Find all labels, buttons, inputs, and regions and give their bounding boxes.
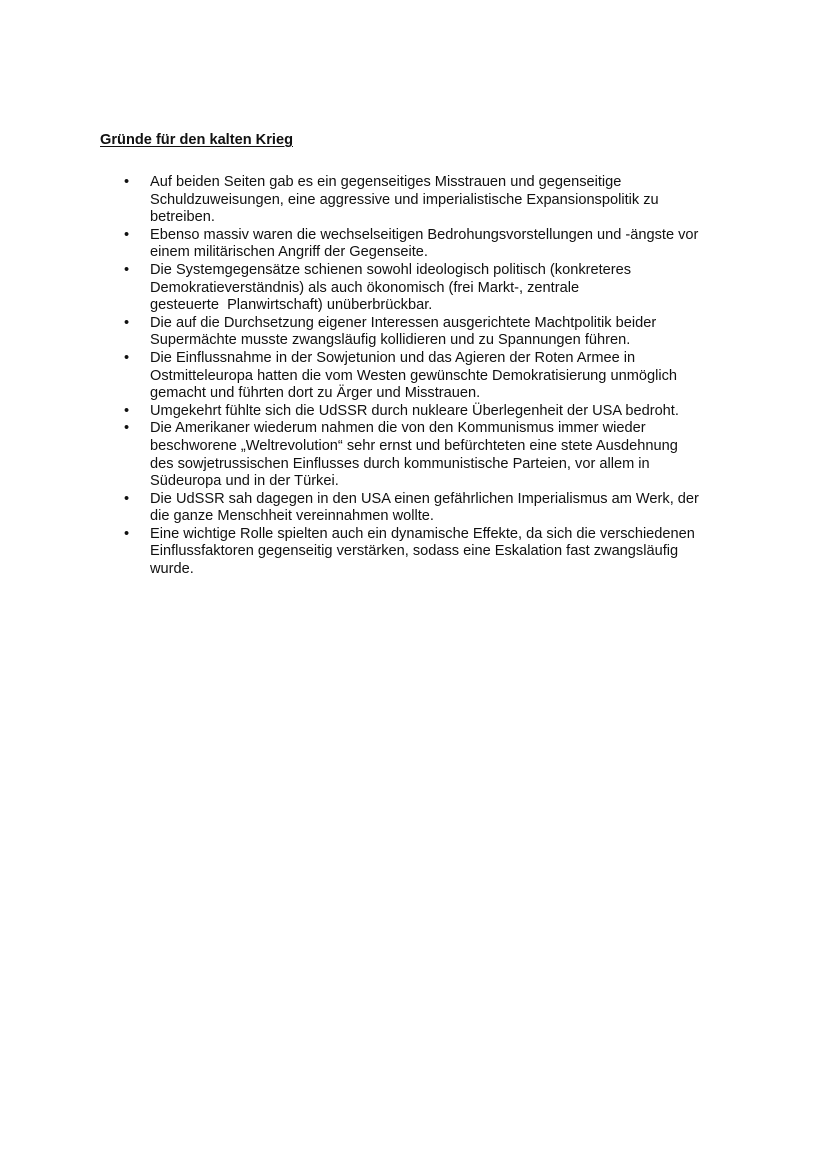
bullet-line: wurde. [150, 561, 194, 578]
bullet-line: einem militärischen Angriff der Gegenseite. [150, 244, 428, 261]
bullet-line: beschworene „Weltrevolution“ sehr ernst und befürchteten eine stete Ausdehnung [150, 437, 678, 454]
bullet-line: Südeuropa und in der Türkei. [150, 473, 339, 490]
list-item [150, 227, 740, 262]
bullet-line: gemacht und führten dort zu Ärger und Misstrauen. [150, 385, 481, 402]
document-title: Gründe für den kalten Krieg [100, 132, 293, 148]
list-item [150, 350, 740, 403]
list-item [150, 420, 740, 490]
bullet-line: Ostmitteleuropa hatten die vom Westen gewünschte Demokratisierung unmöglich [150, 367, 677, 384]
bullet-line: Supermächte musste zwangsläufig kollidieren und zu Spannungen führen. [150, 332, 631, 349]
list-item [150, 491, 740, 526]
bullet-line: • Die UdSSR sah dagegen in den USA einen gefährlichen Imperialismus am Werk, der [150, 490, 699, 507]
bullet-line: des sowjetrussischen Einflusses durch kommunistische Parteien, vor allem in [150, 455, 650, 472]
bullet-line: Schuldzuweisungen, eine aggressive und imperialistische Expansionspolitik zu [150, 191, 659, 208]
bullet-line: Demokratieverständnis) als auch ökonomisch (frei Markt-, zentrale [150, 279, 580, 296]
bullet-line: gesteuerte Planwirtschaft) unüberbrückbar. [150, 297, 433, 314]
bullet-line: • Umgekehrt fühlte sich die UdSSR durch nukleare Überlegenheit der USA bedroht. [150, 402, 679, 419]
bullet-line: Einflussfaktoren gegenseitig verstärken, sodass eine Eskalation fast zwangsläufig [150, 543, 679, 560]
list-item [150, 315, 740, 350]
list-item [150, 262, 740, 315]
bullet-line: • Die Systemgegensätze schienen sowohl ideologisch politisch (konkreteres [150, 261, 632, 278]
bullet-line: • Die auf die Durchsetzung eigener Interessen ausgerichtete Machtpolitik beider [150, 314, 657, 331]
list-item [150, 526, 740, 579]
bullet-line: die ganze Menschheit vereinnahmen wollte. [150, 508, 434, 525]
bullet-line: • Die Amerikaner wiederum nahmen die von den Kommunismus immer wieder [150, 420, 646, 437]
bullet-line: betreiben. [150, 209, 215, 226]
list-item [150, 174, 740, 227]
bullet-list [150, 174, 740, 579]
bullet-line: • Die Einflussnahme in der Sowjetunion und das Agieren der Roten Armee in [150, 349, 636, 366]
bullet-line: • Ebenso massiv waren die wechselseitigen Bedrohungsvorstellungen und -ängste vor [150, 226, 699, 243]
bullet-line: • Auf beiden Seiten gab es ein gegenseitiges Misstrauen und gegenseitige [150, 174, 622, 190]
list-item [150, 403, 740, 421]
bullet-line: • Eine wichtige Rolle spielten auch ein dynamische Effekte, da sich die verschiedenen [150, 525, 695, 542]
